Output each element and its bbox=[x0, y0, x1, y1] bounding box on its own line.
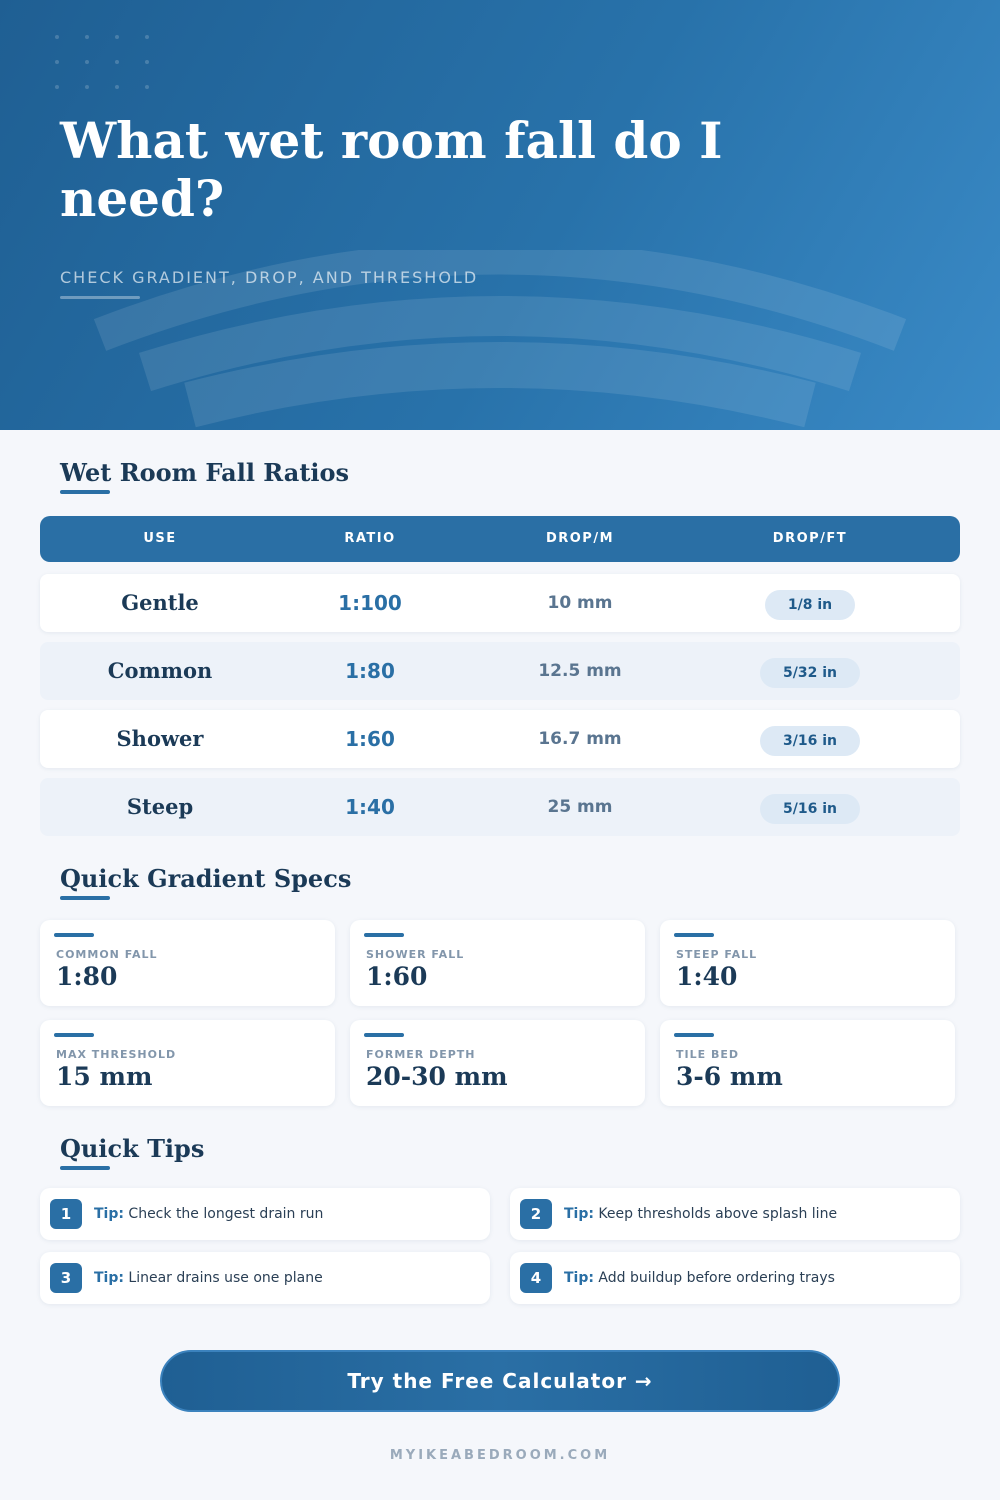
tips-title-underline bbox=[60, 1166, 110, 1170]
tip-number-badge: 4 bbox=[520, 1263, 552, 1293]
tip-number-badge: 3 bbox=[50, 1263, 82, 1293]
tip-item bbox=[510, 1188, 960, 1240]
table-row bbox=[40, 642, 960, 700]
page-title: What wet room fall do I need? bbox=[60, 111, 723, 228]
tip-item bbox=[40, 1188, 490, 1240]
tip-body: Keep thresholds above splash line bbox=[598, 1206, 838, 1222]
spec-value: 3-6 mm bbox=[676, 1062, 783, 1091]
spec-value: 20-30 mm bbox=[366, 1062, 508, 1091]
table-row bbox=[40, 710, 960, 768]
card-accent-bar bbox=[674, 1033, 714, 1037]
row-drop-ft-badge: 5/32 in bbox=[760, 658, 860, 688]
header-ratio: RATIO bbox=[344, 531, 396, 546]
spec-value: 1:60 bbox=[366, 962, 428, 991]
tip-text bbox=[94, 1252, 323, 1304]
spec-card-tile-bed bbox=[660, 1020, 955, 1106]
row-drop-m: 10 mm bbox=[547, 593, 613, 613]
spec-label: STEEP FALL bbox=[676, 948, 758, 961]
spec-card-common-fall bbox=[40, 920, 335, 1006]
spec-card-steep-fall bbox=[660, 920, 955, 1006]
spec-card-former-depth bbox=[350, 1020, 645, 1106]
tip-item bbox=[40, 1252, 490, 1304]
hero-banner bbox=[0, 0, 1000, 430]
card-accent-bar bbox=[364, 933, 404, 937]
row-drop-m: 16.7 mm bbox=[538, 729, 622, 749]
spec-label: TILE BED bbox=[676, 1048, 739, 1061]
row-drop-ft-badge: 5/16 in bbox=[760, 794, 860, 824]
row-use: Shower bbox=[116, 726, 204, 751]
spec-value: 1:40 bbox=[676, 962, 738, 991]
spec-value: 1:80 bbox=[56, 962, 118, 991]
tip-text bbox=[564, 1252, 835, 1304]
card-accent-bar bbox=[674, 933, 714, 937]
footer-site-name: MYIKEABEDROOM.COM bbox=[389, 1448, 611, 1463]
spec-label: COMMON FALL bbox=[56, 948, 158, 961]
decorative-dot-grid bbox=[55, 35, 165, 95]
spec-card-max-threshold bbox=[40, 1020, 335, 1106]
tip-prefix: Tip: bbox=[94, 1270, 124, 1286]
spec-label: SHOWER FALL bbox=[366, 948, 465, 961]
row-drop-ft-badge: 3/16 in bbox=[760, 726, 860, 756]
free-calculator-button[interactable]: Try the Free Calculator → bbox=[160, 1350, 840, 1412]
tip-prefix: Tip: bbox=[564, 1206, 594, 1222]
ratios-table-header bbox=[40, 516, 960, 562]
tip-prefix: Tip: bbox=[564, 1270, 594, 1286]
row-drop-m: 12.5 mm bbox=[538, 661, 622, 681]
ratios-section-title: Wet Room Fall Ratios bbox=[60, 458, 350, 487]
row-ratio: 1:40 bbox=[345, 795, 395, 819]
spec-label: FORMER DEPTH bbox=[366, 1048, 476, 1061]
spec-label: MAX THRESHOLD bbox=[56, 1048, 177, 1061]
row-use: Gentle bbox=[121, 590, 199, 615]
header-drop-m: DROP/M bbox=[545, 531, 615, 546]
row-drop-ft-badge: 1/8 in bbox=[765, 590, 855, 620]
table-row bbox=[40, 778, 960, 836]
row-ratio: 1:100 bbox=[338, 591, 402, 615]
tip-number-badge: 2 bbox=[520, 1199, 552, 1229]
tip-number-badge: 1 bbox=[50, 1199, 82, 1229]
row-use: Common bbox=[107, 658, 213, 683]
tip-prefix: Tip: bbox=[94, 1206, 124, 1222]
row-drop-m: 25 mm bbox=[547, 797, 613, 817]
tip-body: Linear drains use one plane bbox=[128, 1270, 323, 1286]
header-use: USE bbox=[143, 531, 177, 546]
row-ratio: 1:80 bbox=[345, 659, 395, 683]
spec-value: 15 mm bbox=[56, 1062, 153, 1091]
tip-body: Check the longest drain run bbox=[128, 1206, 324, 1222]
tips-section-title: Quick Tips bbox=[60, 1134, 205, 1163]
tip-text bbox=[564, 1188, 837, 1240]
page-subtitle: CHECK GRADIENT, DROP, AND THRESHOLD bbox=[60, 268, 479, 287]
tip-text bbox=[94, 1188, 323, 1240]
header-drop-ft: DROP/FT bbox=[772, 531, 848, 546]
row-use: Steep bbox=[126, 794, 194, 819]
tip-item bbox=[510, 1252, 960, 1304]
ratios-title-underline bbox=[60, 490, 110, 494]
subtitle-underline bbox=[60, 296, 140, 299]
specs-title-underline bbox=[60, 896, 110, 900]
card-accent-bar bbox=[54, 1033, 94, 1037]
specs-section-title: Quick Gradient Specs bbox=[60, 864, 352, 893]
card-accent-bar bbox=[54, 933, 94, 937]
spec-card-shower-fall bbox=[350, 920, 645, 1006]
tip-body: Add buildup before ordering trays bbox=[598, 1270, 835, 1286]
card-accent-bar bbox=[364, 1033, 404, 1037]
row-ratio: 1:60 bbox=[345, 727, 395, 751]
table-row bbox=[40, 574, 960, 632]
